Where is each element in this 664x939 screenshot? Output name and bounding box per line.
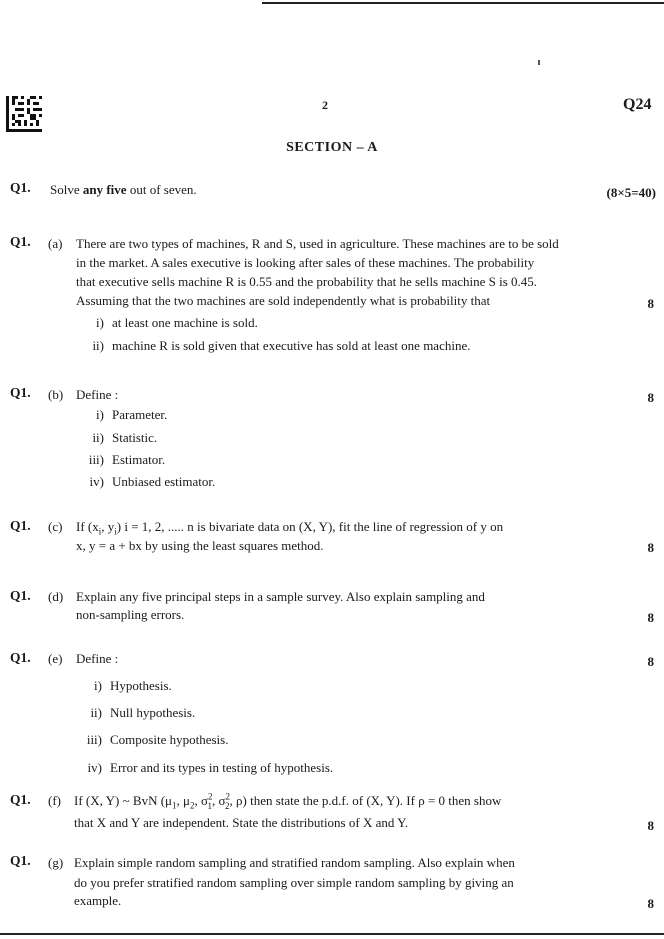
list-item: ii) Null hypothesis.: [90, 705, 196, 720]
stray-mark: [538, 60, 540, 65]
question-part: (d): [48, 589, 64, 604]
question-part: (a): [48, 236, 63, 251]
question-number: Q1.: [10, 234, 31, 249]
qr-code-icon: [6, 96, 42, 132]
question-number: Q1.: [10, 385, 31, 400]
list-item: iv) Error and its types in testing of hypothesis.: [87, 760, 334, 775]
list-item: i) at least one machine is sold.: [96, 315, 258, 330]
marks-value: 8: [647, 296, 654, 311]
question-text-line: Explain simple random sampling and stratified random sampling. Also explain when: [74, 855, 515, 870]
marks-value: 8: [647, 610, 654, 625]
question-number: Q1.: [10, 650, 31, 665]
question-number: Q1.: [10, 588, 31, 603]
question-part: (b): [48, 387, 64, 402]
section-title: SECTION – A: [286, 140, 378, 155]
list-item: iii) Estimator.: [88, 452, 166, 467]
question-text-line: There are two types of machines, R and S, used in agriculture. These machines are to be sold: [76, 236, 559, 251]
question-text-line: Define :: [76, 387, 119, 402]
top-rule: [262, 2, 664, 4]
question-number: Q1.: [10, 853, 31, 868]
list-item: i) Hypothesis.: [94, 678, 172, 693]
instruction-qnum: Q1.: [10, 180, 31, 195]
marks-value: 8: [647, 896, 654, 911]
list-item: ii) machine R is sold given that executive has sold at least one machine.: [92, 338, 471, 353]
total-marks: (8×5=40): [606, 185, 656, 200]
marks-value: 8: [647, 390, 654, 405]
question-number: Q1.: [10, 518, 31, 533]
question-text-line: in the market. A sales executive is looking after sales of these machines. The probability: [76, 255, 535, 270]
list-item: iv) Unbiased estimator.: [89, 474, 216, 489]
instruction-text: Solve any five out of seven.: [50, 182, 197, 197]
question-text-line: If ($x_i$, $y_i$) i = 1, 2, ..... n is bivariate data on (X, Y), fit the line of regression of y on: [76, 519, 504, 537]
page-number: 2: [322, 98, 328, 112]
question-number: Q1.: [10, 792, 31, 807]
question-part: (g): [48, 855, 64, 870]
paper-code: Q24: [623, 96, 652, 113]
question-text-line: that X and Y are independent. State the distributions of X and Y.: [74, 815, 409, 830]
question-text-line: x, y = a + bx by using the least squares method.: [76, 538, 324, 553]
question-text-line: non-sampling errors.: [76, 607, 185, 622]
question-text-line: If (X, Y) ~ BvN ($\mu_1$, $\mu_2$, $\sigma^2_1$, $\sigma^2_2$, ρ) then state the p.d.f. of (X, Y). If ρ = 0 then show: [74, 791, 502, 811]
question-text-line: Assuming that the two machines are sold independently what is probability that: [76, 293, 491, 308]
question-part: (c): [48, 519, 63, 534]
question-text-line: that executive sells machine R is 0.55 and the probability that he sells machine S is 0.45.: [76, 274, 538, 289]
question-text-line: Explain any five principal steps in a sample survey. Also explain sampling and: [76, 589, 485, 604]
marks-value: 8: [647, 818, 654, 833]
list-item: ii) Statistic.: [92, 430, 158, 445]
bottom-rule: [0, 933, 664, 935]
question-text-line: Define :: [76, 651, 119, 666]
question-text-line: example.: [74, 893, 122, 908]
list-item: i) Parameter.: [96, 407, 168, 422]
marks-value: 8: [647, 540, 654, 555]
marks-value: 8: [647, 654, 654, 669]
question-text-line: do you prefer stratified random sampling over simple random sampling by giving an: [74, 875, 514, 890]
list-item: iii) Composite hypothesis.: [86, 732, 229, 747]
question-part: (e): [48, 651, 63, 666]
question-part: (f): [48, 793, 61, 808]
